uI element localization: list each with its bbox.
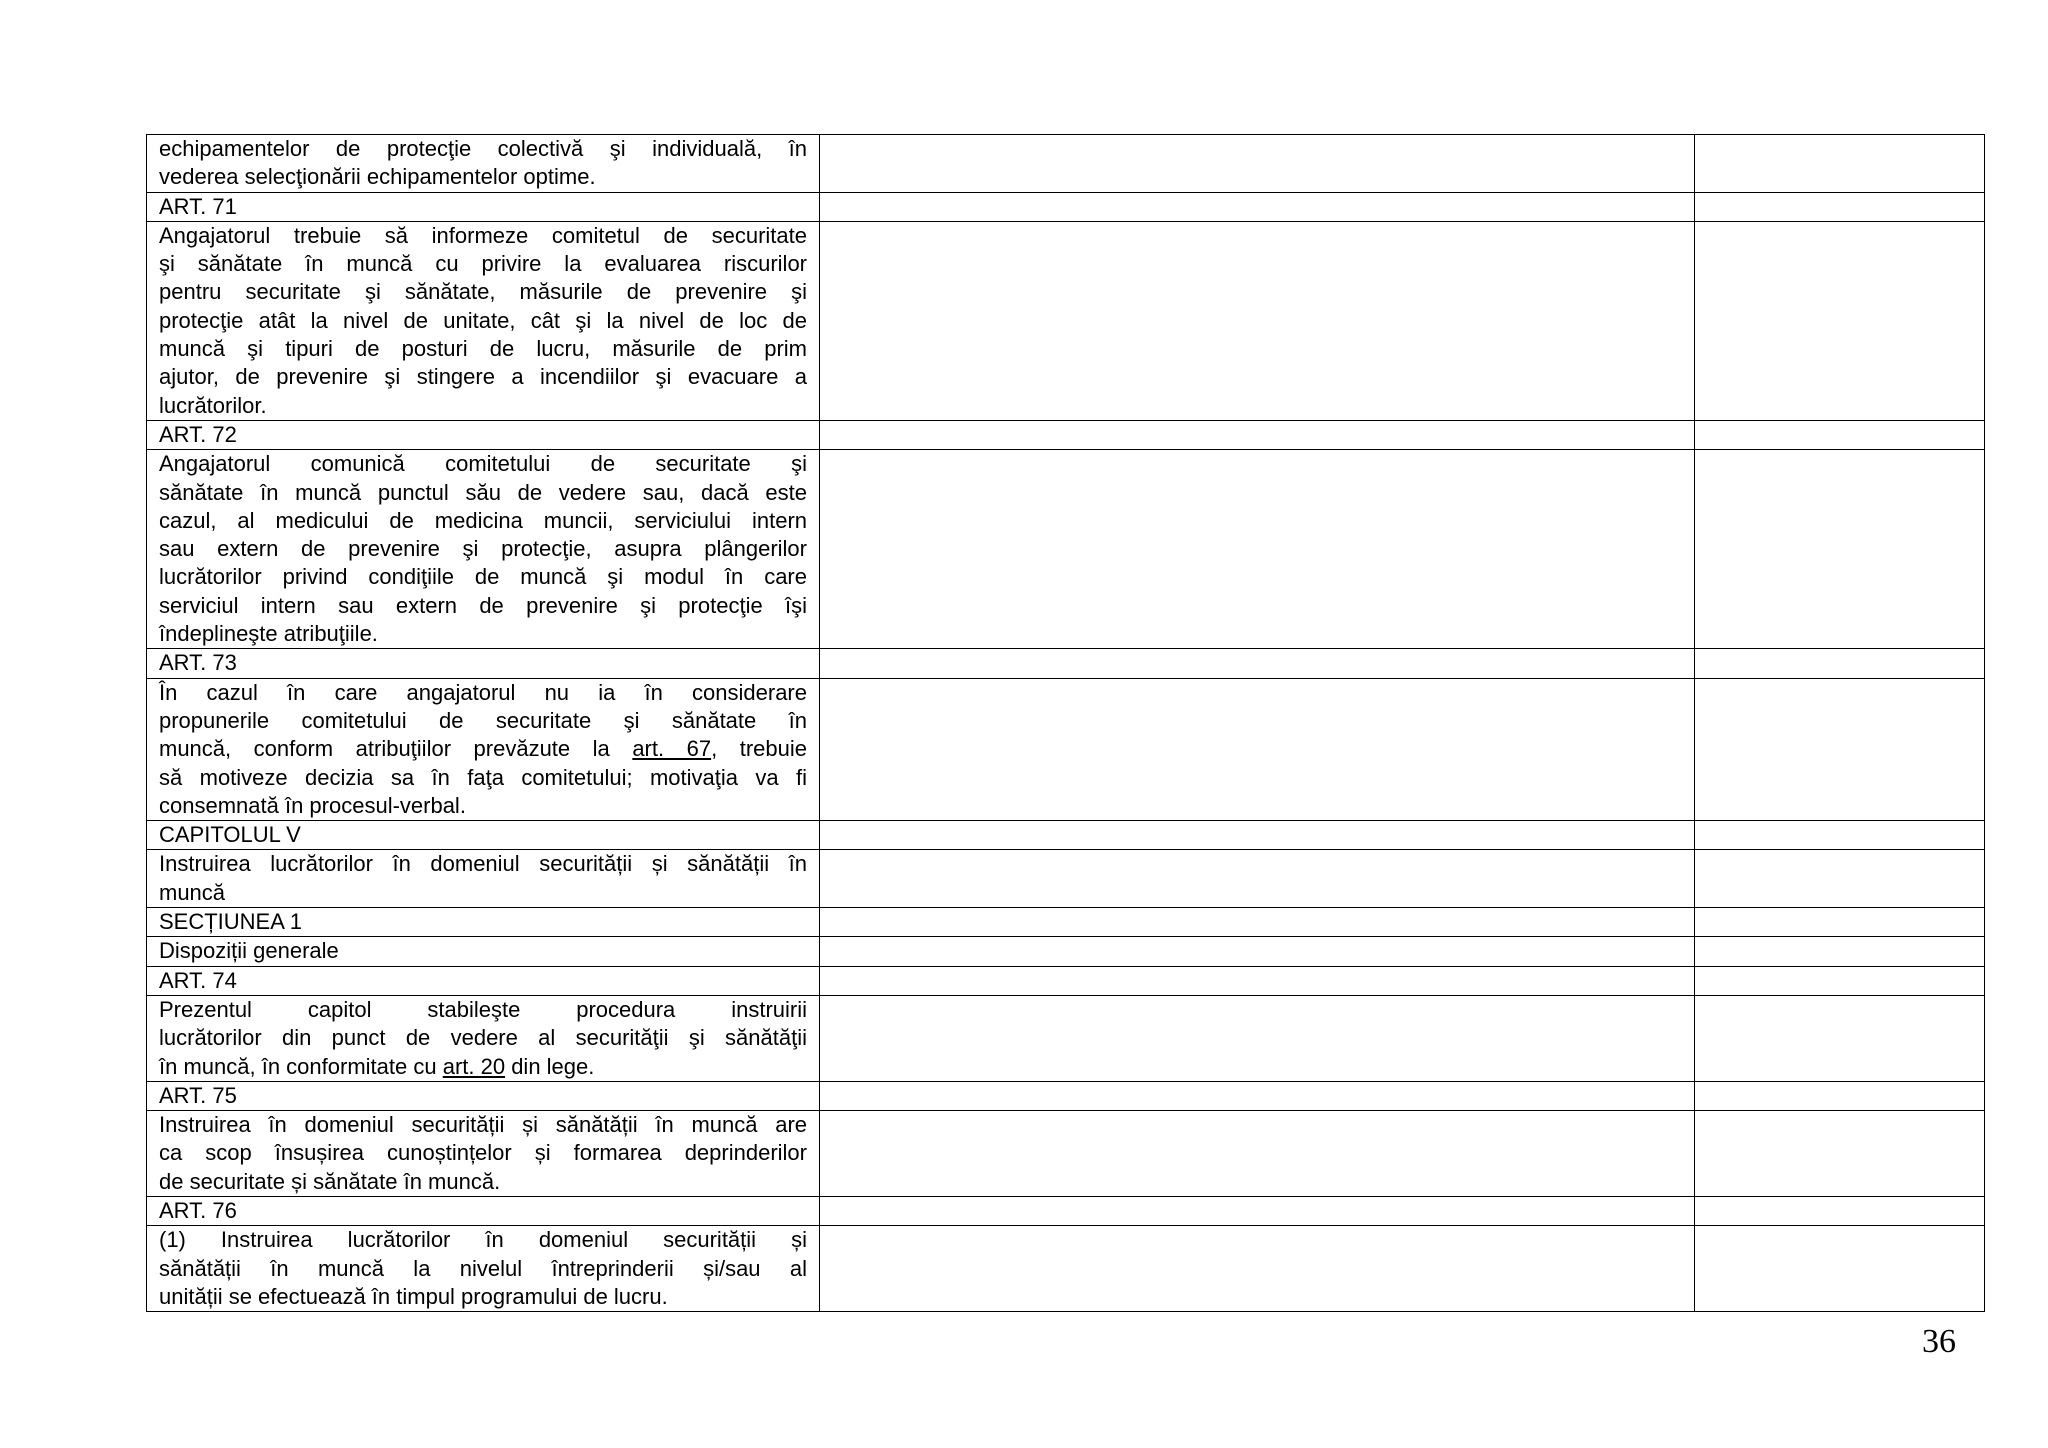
text-line: pentru securitate şi sănătate, măsurile de prevenire şi xyxy=(159,279,807,305)
blank-cell xyxy=(1695,1111,1985,1197)
blank-cell xyxy=(820,821,1695,850)
text-segment: din lege. xyxy=(505,1053,595,1079)
blank-cell xyxy=(820,1196,1695,1225)
text-cell xyxy=(147,192,820,221)
blank-cell xyxy=(820,192,1695,221)
text-cell xyxy=(147,1081,820,1110)
text-line: de securitate și sănătate în muncă. xyxy=(159,1168,501,1194)
blank-cell xyxy=(820,966,1695,995)
article-reference-link[interactable]: art. 20 xyxy=(442,1053,506,1079)
table-row xyxy=(147,1226,1985,1312)
text-line: ART. 74 xyxy=(159,967,237,993)
blank-cell xyxy=(1695,1081,1985,1110)
table-row xyxy=(147,995,1985,1081)
table-row xyxy=(147,1111,1985,1197)
text-line: (1) Instruirea lucrătorilor în domeniul securității și xyxy=(159,1227,807,1253)
text-line: lucrătorilor privind condiţiile de muncă şi modul în care xyxy=(159,564,807,590)
text-line: ajutor, de prevenire şi stingere a incendiilor şi evacuare a xyxy=(159,364,807,390)
text-segment: muncă, conform atribuţiilor prevăzute la xyxy=(159,736,633,762)
blank-cell xyxy=(1695,995,1985,1081)
article-reference-link[interactable]: art. 67 xyxy=(632,736,712,762)
text-line: În cazul în care angajatorul nu ia în considerare xyxy=(159,679,807,705)
text-line: SECȚIUNEA 1 xyxy=(159,909,303,935)
blank-cell xyxy=(820,1081,1695,1110)
text-cell xyxy=(147,995,820,1081)
table-row xyxy=(147,850,1985,908)
text-line: ART. 72 xyxy=(159,421,237,447)
blank-cell xyxy=(1695,1196,1985,1225)
text-cell xyxy=(147,221,820,420)
table-body xyxy=(147,135,1985,1312)
text-line: consemnată în procesul-verbal. xyxy=(159,792,466,818)
blank-cell xyxy=(820,1111,1695,1197)
blank-cell xyxy=(1695,966,1985,995)
text-segment: , trebuie xyxy=(711,736,807,762)
text-cell xyxy=(147,850,820,908)
table-row xyxy=(147,908,1985,937)
text-line: şi sănătate în muncă cu privire la evaluarea riscurilor xyxy=(159,251,807,277)
text-line: ART. 75 xyxy=(159,1082,237,1108)
text-line: Dispoziții generale xyxy=(159,938,339,964)
table-row xyxy=(147,192,1985,221)
blank-cell xyxy=(1695,850,1985,908)
table-row xyxy=(147,821,1985,850)
blank-cell xyxy=(820,995,1695,1081)
text-line: vederea selecţionării echipamentelor optime. xyxy=(159,164,596,190)
text-line: sănătate în muncă punctul său de vedere sau, dacă este xyxy=(159,479,807,505)
blank-cell xyxy=(1695,420,1985,449)
text-line xyxy=(159,735,807,763)
text-line: sănătății în muncă la nivelul întreprinderii și/sau al xyxy=(159,1255,807,1281)
text-cell xyxy=(147,678,820,820)
text-line: Angajatorul trebuie să informeze comitetul de securitate xyxy=(159,222,807,248)
blank-cell xyxy=(1695,221,1985,420)
blank-cell xyxy=(820,649,1695,678)
table-row xyxy=(147,221,1985,420)
text-line: cazul, al medicului de medicina muncii, serviciului intern xyxy=(159,507,807,533)
text-segment: în muncă, în conformitate cu xyxy=(159,1053,443,1079)
text-line: ART. 73 xyxy=(159,650,237,676)
text-line: Instruirea lucrătorilor în domeniul securității și sănătății în xyxy=(159,851,807,877)
text-cell xyxy=(147,1226,820,1312)
blank-cell xyxy=(1695,908,1985,937)
table-row xyxy=(147,450,1985,649)
text-line: să motiveze decizia sa în faţa comitetului; motivaţia va fi xyxy=(159,764,807,790)
text-line: protecţie atât la nivel de unitate, cât şi la nivel de loc de xyxy=(159,307,807,333)
blank-cell xyxy=(1695,192,1985,221)
text-line xyxy=(159,1053,807,1081)
blank-cell xyxy=(820,135,1695,193)
blank-cell xyxy=(820,937,1695,966)
table-row xyxy=(147,937,1985,966)
text-line: Prezentul capitol stabileşte procedura instruirii xyxy=(159,996,807,1022)
table-row xyxy=(147,966,1985,995)
blank-cell xyxy=(820,908,1695,937)
blank-cell xyxy=(820,221,1695,420)
blank-cell xyxy=(1695,1226,1985,1312)
text-cell xyxy=(147,420,820,449)
text-line: ART. 71 xyxy=(159,193,237,219)
table-row xyxy=(147,1196,1985,1225)
text-cell xyxy=(147,908,820,937)
text-line: lucrătorilor din punct de vedere al securităţii şi sănătăţii xyxy=(159,1025,807,1051)
text-line: propunerile comitetului de securitate şi sănătate în xyxy=(159,707,807,733)
text-line: muncă xyxy=(159,879,226,905)
blank-cell xyxy=(1695,649,1985,678)
text-cell xyxy=(147,821,820,850)
blank-cell xyxy=(1695,937,1985,966)
text-cell xyxy=(147,937,820,966)
text-line: lucrătorilor. xyxy=(159,392,267,418)
text-line: echipamentelor de protecţie colectivă şi individuală, în xyxy=(159,136,807,161)
text-line: sau extern de prevenire şi protecţie, asupra plângerilor xyxy=(159,536,807,562)
blank-cell xyxy=(1695,821,1985,850)
blank-cell xyxy=(820,1226,1695,1312)
text-line: CAPITOLUL V xyxy=(159,822,301,848)
text-cell xyxy=(147,649,820,678)
text-line: îndeplineşte atribuţiile. xyxy=(159,621,378,647)
blank-cell xyxy=(1695,678,1985,820)
text-cell xyxy=(147,450,820,649)
text-line: unității se efectuează în timpul programului de lucru. xyxy=(159,1283,668,1309)
blank-cell xyxy=(820,450,1695,649)
text-cell xyxy=(147,966,820,995)
table-row xyxy=(147,1081,1985,1110)
text-cell xyxy=(147,1196,820,1225)
text-cell xyxy=(147,1111,820,1197)
text-line: ART. 76 xyxy=(159,1197,237,1223)
blank-cell xyxy=(820,850,1695,908)
text-line: muncă şi tipuri de posturi de lucru, măsurile de prim xyxy=(159,336,807,362)
text-line: Angajatorul comunică comitetului de securitate şi xyxy=(159,451,807,477)
table-row xyxy=(147,135,1985,193)
blank-cell xyxy=(1695,450,1985,649)
table-row xyxy=(147,649,1985,678)
page-number: 36 xyxy=(1922,1323,1956,1360)
blank-cell xyxy=(820,420,1695,449)
text-line: ca scop însușirea cunoștințelor și formarea deprinderilor xyxy=(159,1140,807,1166)
text-line: Instruirea în domeniul securității și sănătății în muncă are xyxy=(159,1112,807,1138)
table-row xyxy=(147,420,1985,449)
table-row xyxy=(147,678,1985,820)
legislation-comparison-table xyxy=(146,134,1985,1312)
text-line: serviciul intern sau extern de prevenire şi protecţie îşi xyxy=(159,592,807,618)
text-cell xyxy=(147,135,820,193)
blank-cell xyxy=(1695,135,1985,193)
blank-cell xyxy=(820,678,1695,820)
